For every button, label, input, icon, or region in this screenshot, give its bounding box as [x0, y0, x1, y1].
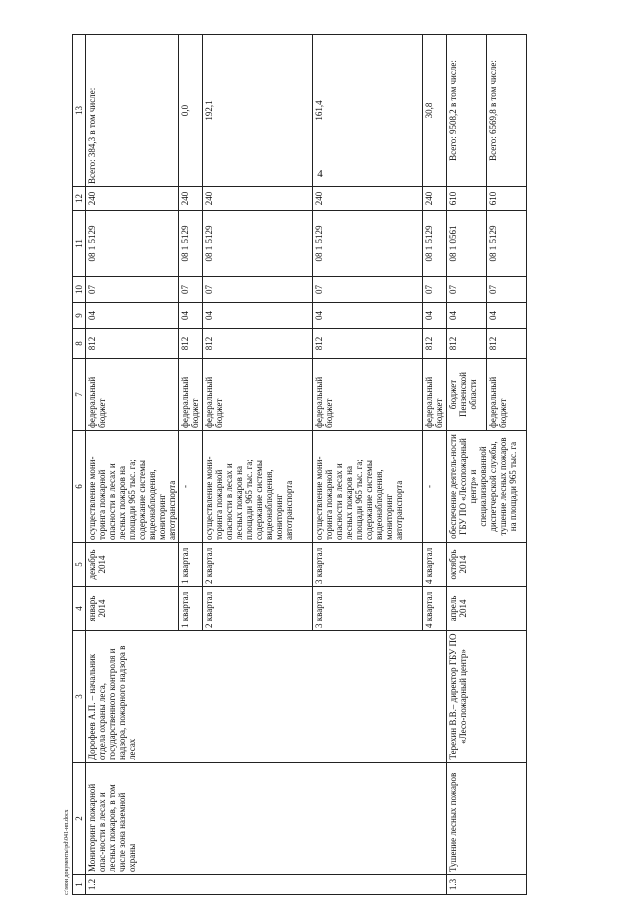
responsible-person: Дорофеев А.П. – начальник отдела охраны леса, государственного контроля и надзора, пожарного надзора в лесах [86, 631, 447, 763]
page-number: 4 [317, 168, 323, 180]
column-number: 9 [73, 303, 86, 329]
funding-source: федеральный бюджет [179, 359, 203, 431]
amount: 0,0 [179, 35, 203, 187]
column-number: 1 [73, 875, 86, 895]
code-col12: 240 [203, 187, 313, 211]
amount: 161,4 [313, 35, 423, 187]
column-number: 4 [73, 587, 86, 631]
activity-name: Мониторинг пожарной опас-ности в лесах и лесных пожаров, в том числе зона наземной охраны [86, 763, 447, 875]
expected-result: обеспечение деятель-ности ГБУ ПО «Лесопожарный центр» и специализированной диспетчерской службы, тушение лесных пожаров на площади 965 тыс. га [447, 431, 527, 543]
amount: Всего: 9508,2 в том числе: [447, 35, 487, 187]
column-number: 12 [73, 187, 86, 211]
code-col9: 04 [86, 303, 179, 329]
code-col11: 08 1 5129 [86, 211, 179, 277]
code-col8: 812 [179, 329, 203, 359]
amount: 30,8 [423, 35, 447, 187]
start-date: 3 квартал [313, 587, 423, 631]
end-date: 3 квартал [313, 543, 423, 587]
funding-source: федеральный бюджет [423, 359, 447, 431]
code-col8: 812 [487, 329, 527, 359]
code-col12: 610 [447, 187, 487, 211]
activity-name: Тушение лесных пожаров [447, 763, 527, 875]
code-col11: 08 1 5129 [487, 211, 527, 277]
funding-source: федеральный бюджет [86, 359, 179, 431]
code-col8: 812 [86, 329, 179, 359]
end-date: 1 квартал [179, 543, 203, 587]
code-col12: 610 [487, 187, 527, 211]
code-col10: 07 [423, 277, 447, 303]
column-number: 2 [73, 763, 86, 875]
code-col9: 04 [203, 303, 313, 329]
activities-table [72, 34, 527, 895]
column-number: 7 [73, 359, 86, 431]
end-date: октябрь 2014 [447, 543, 527, 587]
code-col12: 240 [86, 187, 179, 211]
responsible-person: Терехин В.В.– директор ГБУ ПО «Лесо-пожарный центр» [447, 631, 527, 763]
column-number: 3 [73, 631, 86, 763]
code-col9: 04 [179, 303, 203, 329]
amount: Всего: 6569,8 в том числе: [487, 35, 527, 187]
amount: Всего: 384,3 в том числе: [86, 35, 179, 187]
start-date: апрель 2014 [447, 587, 527, 631]
row-number: 1.3 [447, 875, 527, 895]
code-col9: 04 [313, 303, 423, 329]
funding-source: федеральный бюджет [203, 359, 313, 431]
code-col12: 240 [179, 187, 203, 211]
column-number-row [73, 35, 86, 895]
end-date: 4 квартал [423, 543, 447, 587]
start-date: 1 квартал [179, 587, 203, 631]
code-col10: 07 [203, 277, 313, 303]
amount: 192,1 [203, 35, 313, 187]
column-number: 13 [73, 35, 86, 187]
column-number: 10 [73, 277, 86, 303]
column-number: 8 [73, 329, 86, 359]
expected-result: - [423, 431, 447, 543]
document-path-footer: c:\мои документы\pd\041-нп.docx [64, 809, 70, 895]
code-col10: 07 [313, 277, 423, 303]
code-col10: 07 [86, 277, 179, 303]
code-col11: 08 1 5129 [179, 211, 203, 277]
code-col8: 812 [313, 329, 423, 359]
start-date: 4 квартал [423, 587, 447, 631]
code-col11: 08 1 5129 [313, 211, 423, 277]
code-col10: 07 [179, 277, 203, 303]
column-number: 6 [73, 431, 86, 543]
expected-result: - [179, 431, 203, 543]
start-date: 2 квартал [203, 587, 313, 631]
code-col10: 07 [447, 277, 487, 303]
code-col10: 07 [487, 277, 527, 303]
code-col12: 240 [313, 187, 423, 211]
expected-result: осуществление мони-торинга пожарной опасности в лесах и лесных пожаров на площади 965 тыс. га; содержание системы видеонаблюдения, мониторинг автотранспорта [203, 431, 313, 543]
row-number: 1.2 [86, 875, 447, 895]
code-col11: 08 1 5129 [423, 211, 447, 277]
table-row [86, 35, 179, 895]
column-number: 11 [73, 211, 86, 277]
code-col8: 812 [447, 329, 487, 359]
end-date: 2 квартал [203, 543, 313, 587]
funding-source: бюджет Пензенской области [447, 359, 487, 431]
code-col12: 240 [423, 187, 447, 211]
code-col9: 04 [447, 303, 487, 329]
expected-result: осуществление мони-торинга пожарной опасности в лесах и лесных пожаров на площади 965 тыс. га; содержание системы видеонаблюдения, мониторинг автотранспорта [86, 431, 179, 543]
start-date: январь 2014 [86, 587, 179, 631]
expected-result: осуществление мони-торинга пожарной опасности в лесах и лесных пожаров на площади 965 тыс. га; содержание системы видеонаблюдения, мониторинг автотранспорта [313, 431, 423, 543]
code-col11: 08 1 5129 [203, 211, 313, 277]
code-col9: 04 [423, 303, 447, 329]
funding-source: федеральный бюджет [487, 359, 527, 431]
end-date: декабрь 2014 [86, 543, 179, 587]
column-number: 5 [73, 543, 86, 587]
code-col9: 04 [487, 303, 527, 329]
rotated-table-container [72, 35, 568, 895]
table-row [447, 35, 487, 895]
code-col11: 08 1 0561 [447, 211, 487, 277]
funding-source: федеральный бюджет [313, 359, 423, 431]
code-col8: 812 [423, 329, 447, 359]
code-col8: 812 [203, 329, 313, 359]
